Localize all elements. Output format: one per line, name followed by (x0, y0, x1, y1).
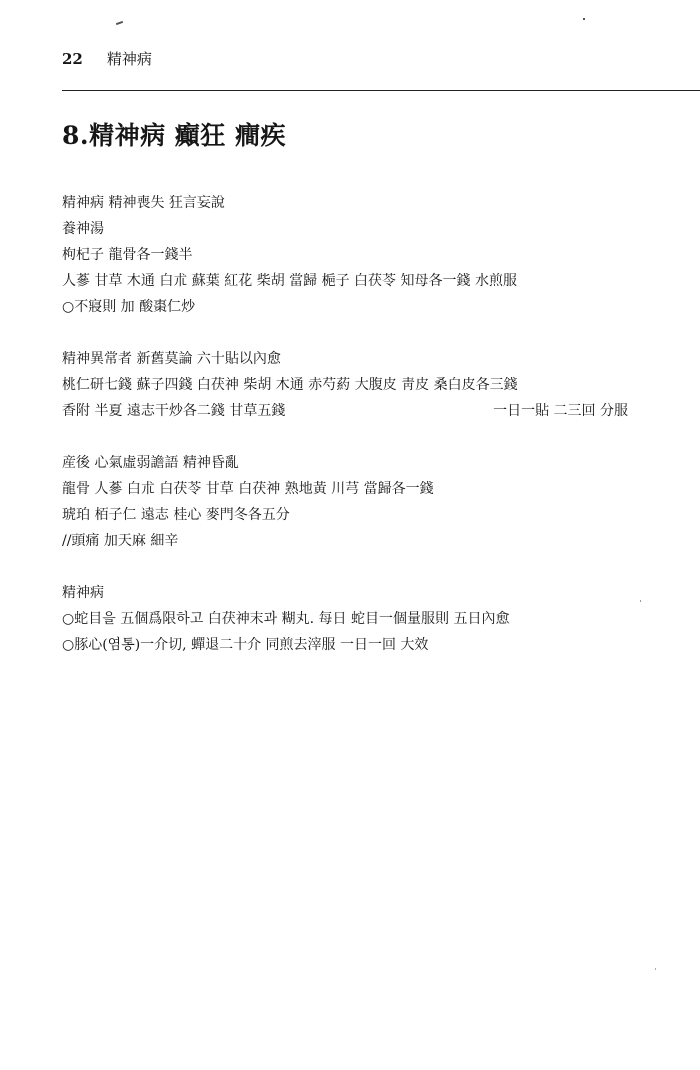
text-line: //頭痛 加天麻 細辛 (62, 533, 179, 549)
text-line: 龍骨 人蔘 白朮 白茯苓 甘草 白茯神 熟地黃 川芎 當歸各一錢 (62, 481, 434, 497)
section-postpartum (62, 450, 682, 554)
dosage-instruction: 一日一貼 二三回 分服 (493, 403, 628, 419)
section-heading: 産後 心氣虛弱譫語 精神昏亂 (62, 455, 239, 471)
scan-speck (640, 600, 641, 602)
text-line-left: 香附 半夏 遠志干炒各二錢 甘草五錢 (62, 403, 286, 419)
running-title: 精神病 (106, 50, 152, 68)
section-heading: 精神病 精神喪失 狂言妄說 (62, 195, 225, 211)
text-line: 枸杞子 龍骨各一錢半 (62, 247, 193, 263)
text-line: 人蔘 甘草 木通 白朮 蘇葉 紅花 柴胡 當歸 梔子 白茯苓 知母各一錢 水煎服 (62, 273, 517, 289)
section-folk-remedies (62, 580, 682, 658)
text-line: ○豚心(염통)一介切, 蟬退二十介 同煎去滓服 一日一回 大效 (62, 637, 429, 653)
chapter-title: 8.精神病 癲狂 癎疾 (62, 121, 287, 150)
section-abnormal-mind (62, 346, 682, 424)
text-line-split (62, 398, 628, 424)
text-line: ○蛇目을 五個爲限하고 白茯神末과 糊丸. 每日 蛇目一個量服則 五日內愈 (62, 611, 510, 627)
text-line: 桃仁研七錢 蘇子四錢 白茯神 柴胡 木通 赤芍葯 大腹皮 靑皮 桑白皮各三錢 (62, 377, 518, 393)
scan-speck (116, 21, 123, 25)
section-heading: 精神病 (62, 585, 104, 601)
section-heading: 精神異常者 新舊莫論 六十貼以內愈 (62, 351, 281, 367)
scan-speck (655, 968, 656, 970)
header-rule (62, 90, 700, 91)
body-content (62, 190, 682, 684)
text-line: 琥珀 栢子仁 遠志 桂心 麥門冬各五分 (62, 507, 290, 523)
section-mental-illness-prescription (62, 190, 682, 320)
running-header (62, 48, 152, 69)
scan-speck (583, 18, 585, 20)
text-line: ○不寢則 加 酸棗仁炒 (62, 299, 196, 315)
page-number: 22 (62, 50, 83, 68)
prescription-name: 養神湯 (62, 221, 104, 237)
